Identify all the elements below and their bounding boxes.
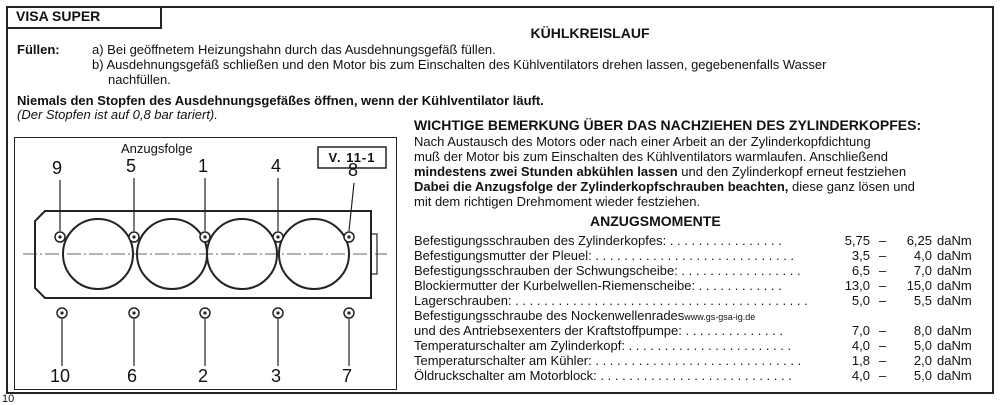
- remark-line-4-rest: diese ganz lösen und: [788, 179, 915, 194]
- section-title: KÜHLKREISLAUF: [530, 25, 650, 41]
- remark-line-4: [414, 179, 915, 194]
- torque-label-part: Befestigungsschraube des Nockenwellenrades: [414, 308, 685, 323]
- torque-max: 2,0: [913, 353, 932, 368]
- torque-max: 5,5: [913, 293, 932, 308]
- torque-min: 3,5: [851, 248, 870, 263]
- torque-row-multiline-first: [414, 308, 974, 323]
- model-tab: VISA SUPER: [6, 6, 162, 29]
- fill-step-b-cont: nachfüllen.: [108, 72, 171, 87]
- bolt-number-top-4: 4: [271, 156, 282, 176]
- torque-dash: –: [879, 338, 887, 353]
- bolt-number-top-5: 8: [348, 160, 359, 180]
- torque-dash: –: [879, 353, 887, 368]
- diagram-reference: V. 11-1: [328, 150, 376, 165]
- remark-heading: WICHTIGE BEMERKUNG ÜBER DAS NACHZIEHEN DES ZYLINDERKOPFES:: [414, 117, 922, 133]
- fill-label: Füllen:: [17, 42, 60, 57]
- torque-row: [414, 293, 974, 308]
- torque-row: [414, 248, 974, 263]
- remark-line-5: mit dem richtigen Drehmoment wieder festziehen.: [414, 194, 701, 209]
- torque-heading: ANZUGSMOMENTE: [590, 213, 721, 229]
- torque-unit: daNm: [937, 338, 972, 353]
- remark-emphasis-2: Dabei die Anzugsfolge der Zylinderkopfschrauben beachten,: [414, 179, 789, 194]
- page-number: 10: [2, 393, 15, 405]
- torque-dash: –: [879, 293, 887, 308]
- remark-line-3: [414, 164, 906, 179]
- torque-min: 5,0: [851, 293, 870, 308]
- remark-line-2: muß der Motor bis zum Einschalten des Kühlventilators warmlaufen. Anschließend: [414, 149, 888, 164]
- torque-row: [414, 323, 974, 338]
- torque-row: [414, 278, 974, 293]
- torque-min: 7,0: [851, 323, 870, 338]
- bolt-number-top-2: 5: [126, 156, 137, 176]
- diagram-title: Anzugsfolge: [121, 141, 193, 156]
- bolt-number-bottom-1: 10: [50, 366, 71, 386]
- pressure-note: (Der Stopfen ist auf 0,8 bar tariert).: [17, 107, 218, 122]
- torque-unit: daNm: [937, 263, 972, 278]
- torque-dash: –: [879, 248, 887, 263]
- torque-dash: –: [879, 323, 887, 338]
- torque-min: 5,75: [844, 233, 870, 248]
- torque-label: und des Antriebsexenters der Kraftstoffpumpe: . . . . . . . . . . . . . .: [414, 323, 783, 338]
- fill-step-a: a) Bei geöffnetem Heizungshahn durch das Ausdehnungsgefäß füllen.: [92, 42, 496, 57]
- torque-label: Temperaturschalter am Zylinderkopf: . . . . . . . . . . . . . . . . . . . . . . .: [414, 338, 792, 353]
- bolt-number-top-1: 9: [52, 158, 63, 178]
- torque-max: 5,0: [913, 338, 932, 353]
- torque-row: [414, 368, 974, 383]
- torque-max: 8,0: [913, 323, 932, 338]
- watermark: www.gs-gsa-ig.de: [684, 312, 756, 322]
- torque-label: Befestigungsschrauben des Zylinderkopfes: . . . . . . . . . . . . . . . .: [414, 233, 782, 248]
- torque-max: 6,25: [906, 233, 932, 248]
- torque-unit: daNm: [937, 353, 972, 368]
- torque-unit: daNm: [937, 293, 972, 308]
- torque-label: Befestigungsschrauben der Schwungscheibe: . . . . . . . . . . . . . . . . .: [414, 263, 801, 278]
- bolt-number-bottom-4: 3: [271, 366, 282, 386]
- bolt-number-top-3: 1: [198, 156, 209, 176]
- bolt-number-bottom-5: 7: [342, 366, 353, 386]
- torque-min: 4,0: [851, 338, 870, 353]
- torque-label: Temperaturschalter am Kühler: . . . . . . . . . . . . . . . . . . . . . . . . . . . . .: [414, 353, 802, 368]
- remark-line-3-rest: und den Zylinderkopf erneut festziehen: [677, 164, 907, 179]
- bolt-number-bottom-3: 2: [198, 366, 209, 386]
- torque-unit: daNm: [937, 368, 972, 383]
- torque-unit: daNm: [937, 233, 972, 248]
- torque-max: 5,0: [913, 368, 932, 383]
- torque-dash: –: [879, 233, 887, 248]
- torque-min: 1,8: [851, 353, 870, 368]
- torque-label: Öldruckschalter am Motorblock: . . . . . . . . . . . . . . . . . . . . . . . . . . .: [414, 368, 792, 383]
- remark-line-1: Nach Austausch des Motors oder nach einer Arbeit an der Zylinderkopfdichtung: [414, 134, 871, 149]
- torque-min: 4,0: [851, 368, 870, 383]
- torque-label: Lagerschrauben: . . . . . . . . . . . . . . . . . . . . . . . . . . . . . . . . . . . . . . . . .: [414, 293, 808, 308]
- torque-min: 6,5: [851, 263, 870, 278]
- remark-emphasis-1: mindestens zwei Stunden abkühlen lassen: [414, 164, 678, 179]
- torque-max: 4,0: [913, 248, 932, 263]
- torque-max: 15,0: [906, 278, 932, 293]
- bolt-number-bottom-2: 6: [127, 366, 138, 386]
- torque-label: Befestigungsmutter der Pleuel: . . . . . . . . . . . . . . . . . . . . . . . . . . . .: [414, 248, 795, 263]
- torque-row: [414, 338, 974, 353]
- torque-unit: daNm: [937, 278, 972, 293]
- torque-max: 7,0: [913, 263, 932, 278]
- torque-row: [414, 233, 974, 248]
- torque-unit: daNm: [937, 323, 972, 338]
- fill-step-b: b) Ausdehnungsgefäß schließen und den Motor bis zum Einschalten des Kühlventilators drehen lassen, gegebenenfalls Wasser: [92, 57, 827, 72]
- torque-row: [414, 263, 974, 278]
- torque-min: 13,0: [844, 278, 870, 293]
- torque-unit: daNm: [937, 248, 972, 263]
- torque-dash: –: [879, 278, 887, 293]
- torque-dash: –: [879, 263, 887, 278]
- torque-label: Blockiermutter der Kurbelwellen-Riemenscheibe: . . . . . . . . . . . .: [414, 278, 782, 293]
- torque-dash: –: [879, 368, 887, 383]
- warning-text: Niemals den Stopfen des Ausdehnungsgefäßes öffnen, wenn der Kühlventilator läuft.: [17, 93, 544, 108]
- tightening-diagram: [14, 137, 397, 390]
- torque-row: [414, 353, 974, 368]
